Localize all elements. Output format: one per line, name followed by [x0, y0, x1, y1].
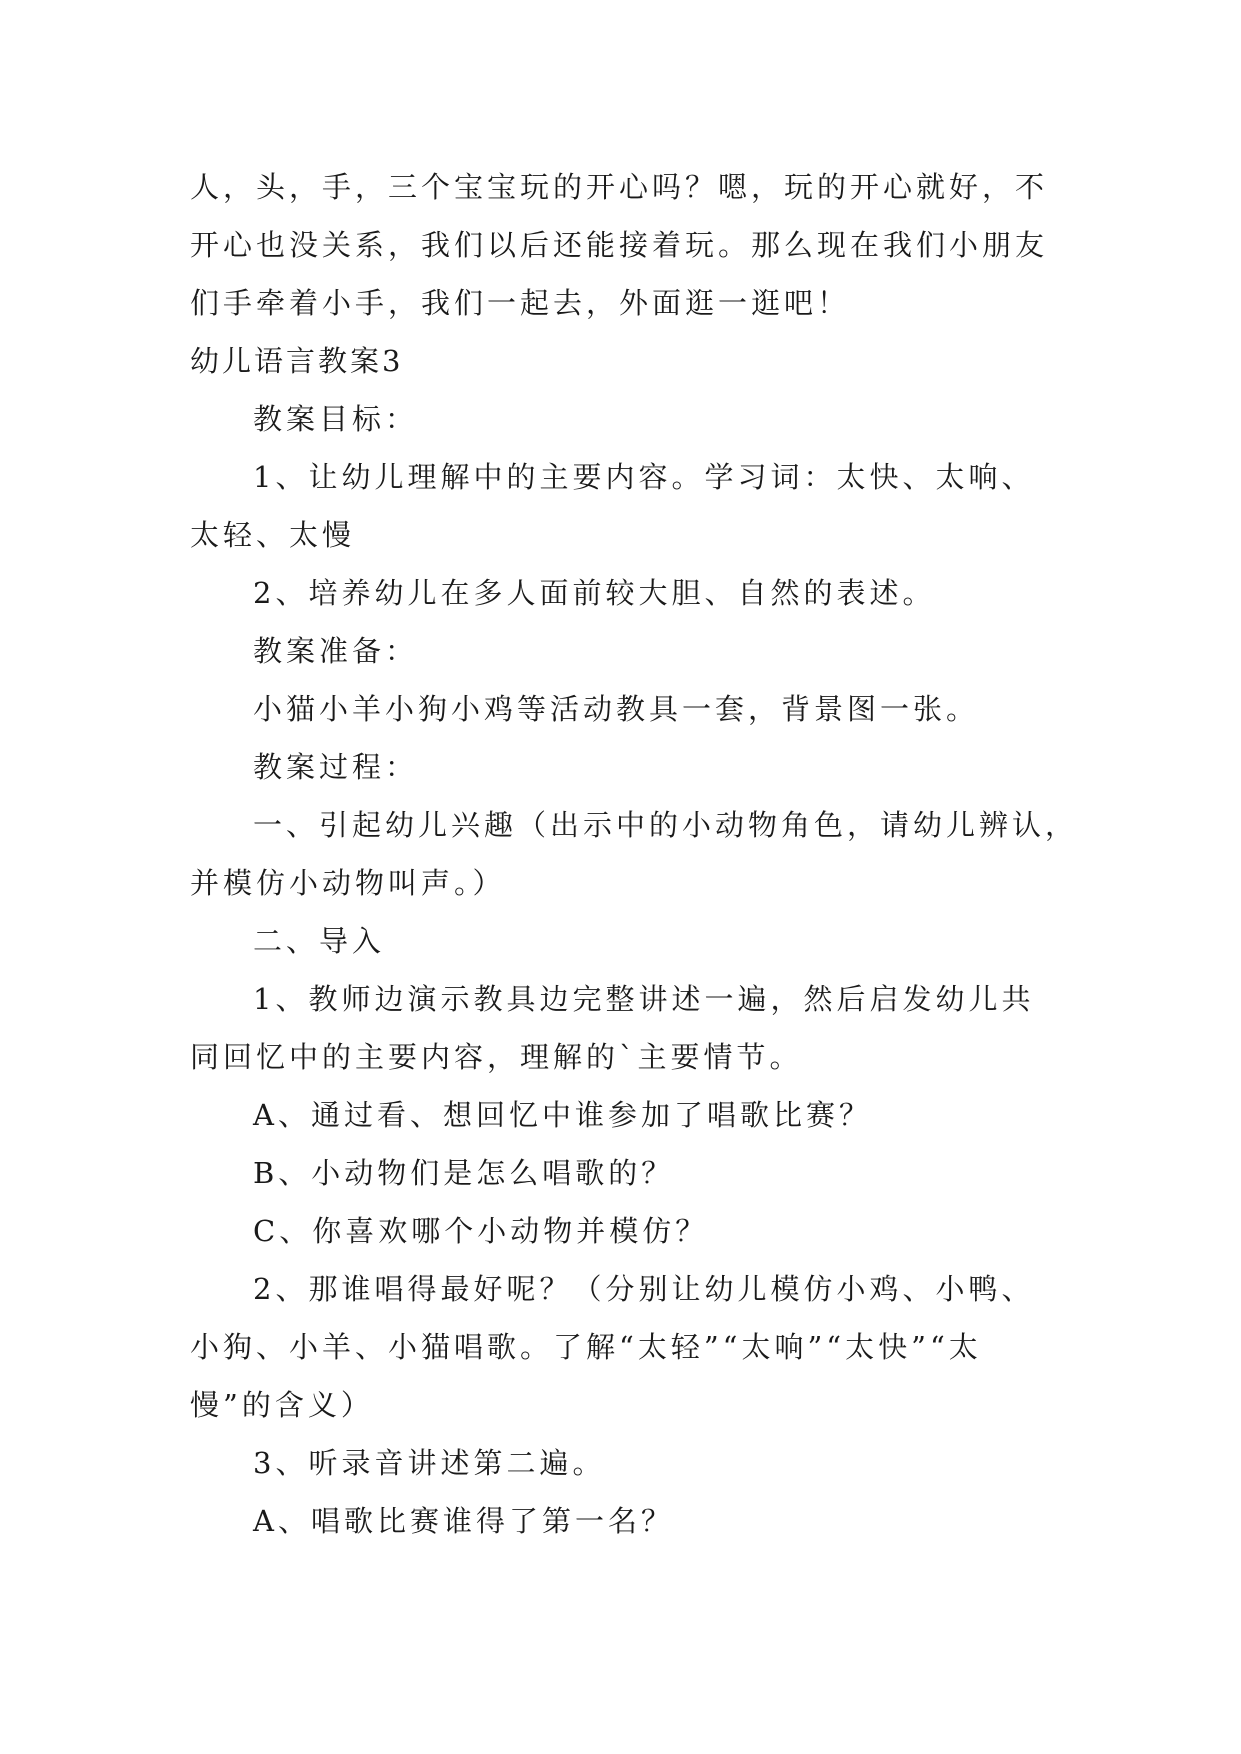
paragraph-line: 2、培养幼儿在多人面前较大胆、自然的表述。	[253, 576, 936, 610]
paragraph-line: 们手牵着小手，我们一起去，外面逛一逛吧！	[190, 286, 851, 320]
paragraph-line: 开心也没关系，我们以后还能接着玩。那么现在我们小朋友	[190, 228, 1049, 262]
subheading-objectives: 教案目标：	[253, 402, 419, 436]
paragraph-line: C、你喜欢哪个小动物并模仿？	[253, 1214, 709, 1248]
paragraph-line: B、小动物们是怎么唱歌的？	[253, 1156, 675, 1190]
paragraph-line: 3、听录音讲述第二遍。	[253, 1446, 606, 1480]
paragraph-line: 1、教师边演示教具边完整讲述一遍，然后启发幼儿共	[253, 982, 1035, 1016]
subheading-process: 教案过程：	[253, 750, 419, 784]
paragraph-line: 2、那谁唱得最好呢？（分别让幼儿模仿小鸡、小鸭、	[253, 1272, 1035, 1306]
paragraph-line: 二、导入	[253, 924, 386, 958]
subheading-preparation: 教案准备：	[253, 634, 419, 668]
paragraph-line: 太轻、太慢	[190, 518, 356, 552]
paragraph-line: 小猫小羊小狗小鸡等活动教具一套，背景图一张。	[253, 692, 980, 726]
paragraph-line: A、通过看、想回忆中谁参加了唱歌比赛？	[253, 1098, 872, 1132]
paragraph-line: 小狗、小羊、小猫唱歌。了解“太轻”“太响”“太快”“太	[190, 1330, 982, 1364]
paragraph-line: A、唱歌比赛谁得了第一名？	[253, 1504, 674, 1538]
document-body	[190, 158, 1079, 1550]
paragraph-line: 同回忆中的主要内容，理解的`主要情节。	[190, 1040, 803, 1074]
section-heading: 幼儿语言教案3	[190, 344, 404, 378]
paragraph-line: 人，头，手，三个宝宝玩的开心吗？嗯，玩的开心就好，不	[190, 170, 1049, 204]
paragraph-line: 并模仿小动物叫声。）	[190, 866, 506, 900]
paragraph-line: 1、让幼儿理解中的主要内容。学习词：太快、太响、	[253, 460, 1035, 494]
paragraph-line: 一、引起幼儿兴趣（出示中的小动物角色，请幼儿辨认，	[253, 808, 1079, 842]
paragraph-line: 慢”的含义）	[190, 1388, 374, 1422]
